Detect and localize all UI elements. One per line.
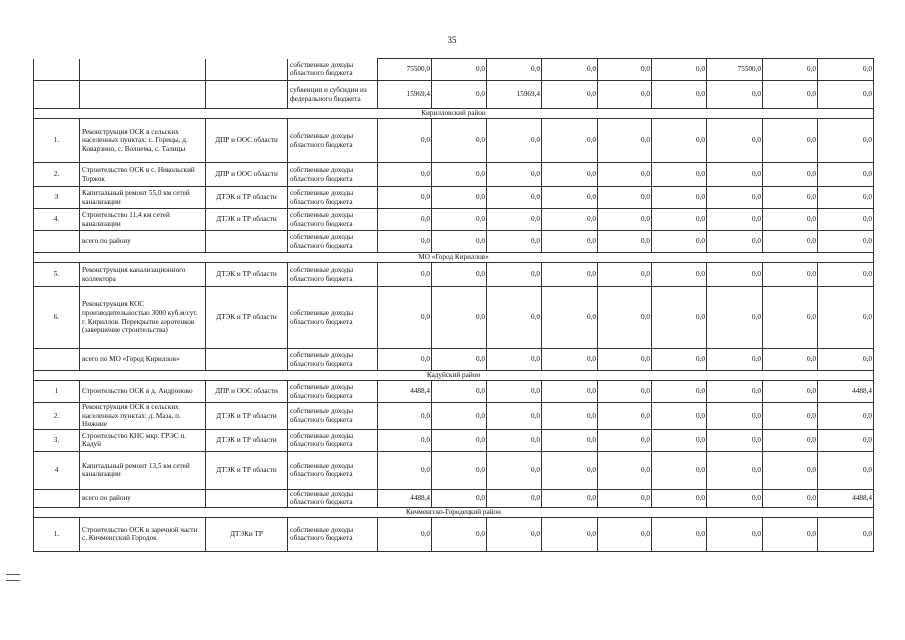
section-title: Кирилловский район xyxy=(34,109,874,119)
value-cell: 0,0 xyxy=(598,381,652,403)
funding-source-cell: собственные доходы областного бюджета xyxy=(288,119,378,163)
value-cell: 0,0 xyxy=(818,59,874,81)
value-cell: 0,0 xyxy=(378,287,432,349)
row-number-cell xyxy=(34,349,80,371)
value-cell: 0,0 xyxy=(487,163,542,187)
value-cell: 0,0 xyxy=(818,517,874,551)
value-cell: 0,0 xyxy=(378,429,432,451)
value-cell: 0,0 xyxy=(707,517,763,551)
value-cell: 0,0 xyxy=(763,429,818,451)
value-cell: 0,0 xyxy=(652,119,707,163)
value-cell: 0,0 xyxy=(432,517,487,551)
value-cell: 0,0 xyxy=(432,403,487,430)
value-cell: 0,0 xyxy=(707,231,763,253)
value-cell: 0,0 xyxy=(542,489,598,507)
row-number-cell: 1. xyxy=(34,119,80,163)
value-cell: 0,0 xyxy=(542,403,598,430)
value-cell: 0,0 xyxy=(818,429,874,451)
value-cell: 0,0 xyxy=(432,349,487,371)
value-cell: 0,0 xyxy=(763,403,818,430)
funding-source-cell: собственные доходы областного бюджета xyxy=(288,451,378,489)
value-cell: 0,0 xyxy=(707,209,763,231)
value-cell: 0,0 xyxy=(432,263,487,287)
value-cell: 0,0 xyxy=(707,263,763,287)
value-cell: 0,0 xyxy=(542,451,598,489)
value-cell: 0,0 xyxy=(707,187,763,209)
value-cell: 0,0 xyxy=(763,81,818,109)
value-cell: 0,0 xyxy=(763,489,818,507)
value-cell: 0,0 xyxy=(432,81,487,109)
value-cell: 4488,4 xyxy=(818,381,874,403)
value-cell: 0,0 xyxy=(378,119,432,163)
value-cell: 0,0 xyxy=(763,119,818,163)
value-cell: 0,0 xyxy=(818,263,874,287)
value-cell: 0,0 xyxy=(487,263,542,287)
measure-name-cell: Реконструкция ОСК в сельских населенных пунктах: с. Горицы, д. Коварзино, с. Волнема, с. Талицы xyxy=(80,119,206,163)
executor-cell: ДТЭК и ТР области xyxy=(206,429,288,451)
section-title: Кичменгско-Городецкий район xyxy=(34,507,874,517)
value-cell: 0,0 xyxy=(432,429,487,451)
executor-cell xyxy=(206,349,288,371)
value-cell: 0,0 xyxy=(487,209,542,231)
value-cell: 0,0 xyxy=(542,119,598,163)
table-row xyxy=(34,429,874,451)
value-cell: 0,0 xyxy=(378,231,432,253)
value-cell: 0,0 xyxy=(707,381,763,403)
value-cell: 0,0 xyxy=(707,403,763,430)
value-cell: 0,0 xyxy=(598,451,652,489)
value-cell: 0,0 xyxy=(432,163,487,187)
value-cell: 0,0 xyxy=(707,489,763,507)
value-cell: 0,0 xyxy=(707,349,763,371)
value-cell: 75500,0 xyxy=(707,59,763,81)
table-row xyxy=(34,381,874,403)
value-cell: 0,0 xyxy=(818,231,874,253)
value-cell: 0,0 xyxy=(598,119,652,163)
value-cell: 75500,0 xyxy=(378,59,432,81)
table-row xyxy=(34,451,874,489)
measure-name-cell: Строительство ОСК в заречной части с. Кичменгский Городок xyxy=(80,517,206,551)
value-cell: 0,0 xyxy=(763,187,818,209)
margin-mark xyxy=(6,580,20,581)
budget-table-sheet xyxy=(33,58,873,603)
measure-name-cell: Капитальный ремонт 13,5 км сетей канализации xyxy=(80,451,206,489)
executor-cell: ДТЭК и ТР области xyxy=(206,263,288,287)
value-cell: 0,0 xyxy=(598,209,652,231)
value-cell: 0,0 xyxy=(652,263,707,287)
value-cell: 0,0 xyxy=(598,403,652,430)
value-cell: 0,0 xyxy=(818,403,874,430)
value-cell: 0,0 xyxy=(598,429,652,451)
value-cell: 0,0 xyxy=(542,59,598,81)
value-cell: 0,0 xyxy=(378,263,432,287)
row-number-cell: 2. xyxy=(34,163,80,187)
value-cell: 0,0 xyxy=(378,517,432,551)
value-cell: 0,0 xyxy=(487,489,542,507)
section-title: МО «Город Кириллов» xyxy=(34,253,874,263)
value-cell: 0,0 xyxy=(763,231,818,253)
funding-source-cell: собственные доходы областного бюджета xyxy=(288,287,378,349)
value-cell: 0,0 xyxy=(487,451,542,489)
row-number-cell: 4. xyxy=(34,209,80,231)
value-cell: 0,0 xyxy=(487,381,542,403)
row-number-cell: 5. xyxy=(34,263,80,287)
table-row xyxy=(34,119,874,163)
value-cell: 0,0 xyxy=(378,451,432,489)
budget-table xyxy=(33,58,874,552)
value-cell: 0,0 xyxy=(763,381,818,403)
executor-cell: ДТЭК и ТР области xyxy=(206,403,288,430)
section-header-row xyxy=(34,109,874,119)
value-cell: 0,0 xyxy=(542,381,598,403)
value-cell: 0,0 xyxy=(707,451,763,489)
table-row xyxy=(34,81,874,109)
table-row xyxy=(34,287,874,349)
value-cell: 0,0 xyxy=(432,59,487,81)
measure-name-cell: всего по МО «Город Кириллов» xyxy=(80,349,206,371)
value-cell: 0,0 xyxy=(598,187,652,209)
executor-cell: ДТЭКи ТР xyxy=(206,517,288,551)
value-cell: 0,0 xyxy=(652,403,707,430)
value-cell: 0,0 xyxy=(432,187,487,209)
value-cell: 0,0 xyxy=(542,187,598,209)
value-cell: 0,0 xyxy=(652,209,707,231)
value-cell: 0,0 xyxy=(487,187,542,209)
value-cell: 0,0 xyxy=(652,59,707,81)
value-cell: 0,0 xyxy=(432,451,487,489)
value-cell: 0,0 xyxy=(652,451,707,489)
value-cell: 0,0 xyxy=(652,287,707,349)
value-cell: 0,0 xyxy=(598,263,652,287)
measure-name-cell: всего по району xyxy=(80,489,206,507)
margin-mark xyxy=(6,574,20,575)
row-number-cell: 2. xyxy=(34,403,80,430)
funding-source-cell: собственные доходы областного бюджета xyxy=(288,163,378,187)
row-number-cell xyxy=(34,489,80,507)
value-cell: 0,0 xyxy=(652,163,707,187)
value-cell: 0,0 xyxy=(542,231,598,253)
table-row xyxy=(34,489,874,507)
value-cell: 0,0 xyxy=(763,287,818,349)
value-cell: 0,0 xyxy=(432,489,487,507)
value-cell: 0,0 xyxy=(598,489,652,507)
value-cell: 0,0 xyxy=(542,263,598,287)
value-cell: 0,0 xyxy=(818,349,874,371)
row-number-cell: 3 xyxy=(34,187,80,209)
value-cell: 0,0 xyxy=(542,81,598,109)
value-cell: 0,0 xyxy=(598,59,652,81)
value-cell: 0,0 xyxy=(707,429,763,451)
row-number-cell xyxy=(34,231,80,253)
value-cell: 0,0 xyxy=(487,403,542,430)
section-header-row xyxy=(34,253,874,263)
row-number-cell: 1. xyxy=(34,517,80,551)
measure-name-cell: Капитальный ремонт 55,0 км сетей канализации xyxy=(80,187,206,209)
measure-name-cell: Реконструкция ОСК в сельских населенных пунктах: д. Маза, п. Нижние xyxy=(80,403,206,430)
value-cell: 0,0 xyxy=(818,187,874,209)
table-row xyxy=(34,187,874,209)
value-cell: 0,0 xyxy=(652,349,707,371)
value-cell: 0,0 xyxy=(763,517,818,551)
value-cell: 0,0 xyxy=(542,429,598,451)
value-cell: 0,0 xyxy=(432,381,487,403)
value-cell: 0,0 xyxy=(432,209,487,231)
value-cell: 0,0 xyxy=(432,231,487,253)
value-cell: 0,0 xyxy=(487,119,542,163)
value-cell: 15969,4 xyxy=(487,81,542,109)
table-row xyxy=(34,517,874,551)
funding-source-cell: собственные доходы областного бюджета xyxy=(288,263,378,287)
measure-name-cell: Строительство ОСК в д. Андроново xyxy=(80,381,206,403)
funding-source-cell: собственные доходы областного бюджета xyxy=(288,381,378,403)
funding-source-cell: собственные доходы областного бюджета xyxy=(288,349,378,371)
value-cell: 0,0 xyxy=(487,349,542,371)
value-cell: 0,0 xyxy=(652,517,707,551)
value-cell: 0,0 xyxy=(763,209,818,231)
value-cell: 0,0 xyxy=(487,231,542,253)
value-cell: 0,0 xyxy=(763,451,818,489)
value-cell: 0,0 xyxy=(598,349,652,371)
row-number-cell: 1 xyxy=(34,381,80,403)
value-cell: 0,0 xyxy=(652,429,707,451)
row-number-cell: 4 xyxy=(34,451,80,489)
value-cell: 4488,4 xyxy=(378,381,432,403)
value-cell: 0,0 xyxy=(818,451,874,489)
row-number-cell xyxy=(34,59,80,81)
executor-cell: ДТЭК и ТР области xyxy=(206,287,288,349)
value-cell: 0,0 xyxy=(432,119,487,163)
value-cell: 0,0 xyxy=(818,119,874,163)
value-cell: 0,0 xyxy=(707,287,763,349)
value-cell: 0,0 xyxy=(598,287,652,349)
value-cell: 0,0 xyxy=(707,163,763,187)
table-row xyxy=(34,349,874,371)
executor-cell: ДТЭК и ТР области xyxy=(206,187,288,209)
value-cell: 0,0 xyxy=(652,381,707,403)
value-cell: 0,0 xyxy=(542,349,598,371)
value-cell: 0,0 xyxy=(542,287,598,349)
value-cell: 0,0 xyxy=(818,81,874,109)
measure-name-cell: Строительство 11,4 км сетей канализации xyxy=(80,209,206,231)
value-cell: 0,0 xyxy=(487,59,542,81)
executor-cell xyxy=(206,231,288,253)
section-header-row xyxy=(34,371,874,381)
page-number: 35 xyxy=(447,35,457,45)
value-cell: 0,0 xyxy=(378,209,432,231)
executor-cell: ДПР и ООС области xyxy=(206,163,288,187)
row-number-cell: 3. xyxy=(34,429,80,451)
section-title: Кадуйский район xyxy=(34,371,874,381)
row-number-cell xyxy=(34,81,80,109)
value-cell: 0,0 xyxy=(763,349,818,371)
funding-source-cell: собственные доходы областного бюджета xyxy=(288,187,378,209)
measure-name-cell: Реконструкция канализационного коллектора xyxy=(80,263,206,287)
table-row xyxy=(34,59,874,81)
table-row xyxy=(34,209,874,231)
value-cell: 0,0 xyxy=(763,163,818,187)
funding-source-cell: собственные доходы областного бюджета xyxy=(288,403,378,430)
measure-name-cell xyxy=(80,81,206,109)
executor-cell: ДТЭК и ТР области xyxy=(206,209,288,231)
value-cell: 0,0 xyxy=(763,263,818,287)
value-cell: 0,0 xyxy=(763,59,818,81)
measure-name-cell: Строительство КНС мкр. ГРЭС п. Кадуй xyxy=(80,429,206,451)
value-cell: 0,0 xyxy=(652,231,707,253)
executor-cell xyxy=(206,489,288,507)
value-cell: 0,0 xyxy=(542,209,598,231)
value-cell: 4488,4 xyxy=(378,489,432,507)
value-cell: 0,0 xyxy=(818,209,874,231)
value-cell: 0,0 xyxy=(542,163,598,187)
value-cell: 0,0 xyxy=(707,81,763,109)
value-cell: 0,0 xyxy=(598,231,652,253)
value-cell: 0,0 xyxy=(378,349,432,371)
value-cell: 15969,4 xyxy=(378,81,432,109)
funding-source-cell: субвенции и субсидии из федерального бюджета xyxy=(288,81,378,109)
section-header-row xyxy=(34,507,874,517)
value-cell: 0,0 xyxy=(598,81,652,109)
value-cell: 4488,4 xyxy=(818,489,874,507)
value-cell: 0,0 xyxy=(598,517,652,551)
table-row xyxy=(34,163,874,187)
value-cell: 0,0 xyxy=(487,287,542,349)
executor-cell: ДПР и ООС области xyxy=(206,119,288,163)
table-row xyxy=(34,263,874,287)
value-cell: 0,0 xyxy=(652,81,707,109)
value-cell: 0,0 xyxy=(378,187,432,209)
table-row xyxy=(34,231,874,253)
row-number-cell: 6. xyxy=(34,287,80,349)
table-row xyxy=(34,403,874,430)
value-cell: 0,0 xyxy=(487,517,542,551)
measure-name-cell: всего по району xyxy=(80,231,206,253)
value-cell: 0,0 xyxy=(487,429,542,451)
funding-source-cell: собственные доходы областного бюджета xyxy=(288,429,378,451)
value-cell: 0,0 xyxy=(598,163,652,187)
funding-source-cell: собственные доходы областного бюджета xyxy=(288,231,378,253)
value-cell: 0,0 xyxy=(378,403,432,430)
executor-cell xyxy=(206,59,288,81)
value-cell: 0,0 xyxy=(707,119,763,163)
executor-cell: ДТЭК и ТР области xyxy=(206,451,288,489)
executor-cell: ДПР и ООС области xyxy=(206,381,288,403)
measure-name-cell xyxy=(80,59,206,81)
measure-name-cell: Реконструкция КОС производительностью 3000 куб.м/сут. г. Кириллов. Перекрытие аэротенков (завершение строительства) xyxy=(80,287,206,349)
funding-source-cell: собственные доходы областного бюджета xyxy=(288,59,378,81)
value-cell: 0,0 xyxy=(652,489,707,507)
measure-name-cell: Строительство ОСК в с. Никольский Торжок xyxy=(80,163,206,187)
executor-cell xyxy=(206,81,288,109)
value-cell: 0,0 xyxy=(818,287,874,349)
value-cell: 0,0 xyxy=(378,163,432,187)
value-cell: 0,0 xyxy=(542,517,598,551)
value-cell: 0,0 xyxy=(652,187,707,209)
funding-source-cell: собственные доходы областного бюджета xyxy=(288,209,378,231)
value-cell: 0,0 xyxy=(818,163,874,187)
funding-source-cell: собственные доходы областного бюджета xyxy=(288,517,378,551)
value-cell: 0,0 xyxy=(432,287,487,349)
funding-source-cell: собственные доходы областного бюджета xyxy=(288,489,378,507)
